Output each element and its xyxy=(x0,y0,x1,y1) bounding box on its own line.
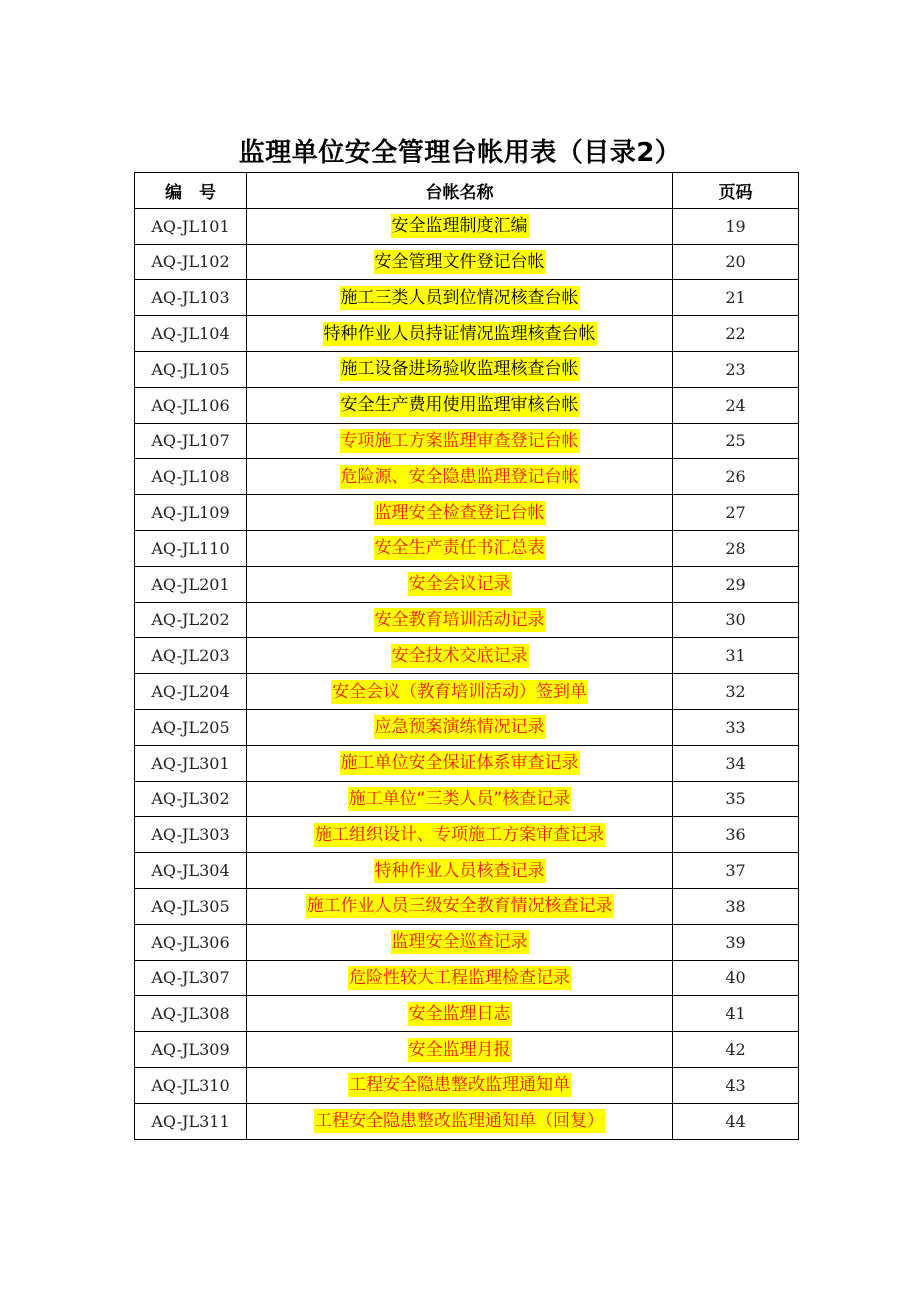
row-page: 31 xyxy=(673,638,799,674)
row-name: 施工组织设计、专项施工方案审查记录 xyxy=(315,824,604,845)
row-name-cell xyxy=(247,208,673,244)
table-row xyxy=(135,316,799,352)
row-name: 安全监理日志 xyxy=(408,1003,511,1024)
row-page: 40 xyxy=(673,960,799,996)
row-code: AQ-JL307 xyxy=(135,960,247,996)
row-name-cell xyxy=(247,495,673,531)
row-name-cell xyxy=(247,853,673,889)
table-row xyxy=(135,745,799,781)
table-row xyxy=(135,387,799,423)
row-code: AQ-JL105 xyxy=(135,351,247,387)
row-name: 监理安全巡查记录 xyxy=(391,932,528,953)
row-name-cell xyxy=(247,459,673,495)
row-page: 38 xyxy=(673,888,799,924)
table-row xyxy=(135,602,799,638)
table-row xyxy=(135,566,799,602)
table-row xyxy=(135,351,799,387)
row-name: 施工单位安全保证体系审查记录 xyxy=(340,753,579,774)
row-name-cell xyxy=(247,280,673,316)
table-row xyxy=(135,960,799,996)
row-name-cell xyxy=(247,1032,673,1068)
row-name: 安全生产费用使用监理审核台帐 xyxy=(340,395,579,416)
row-name: 施工作业人员三级安全教育情况核查记录 xyxy=(306,896,613,917)
row-name-cell xyxy=(247,888,673,924)
row-name: 监理安全检查登记台帐 xyxy=(374,502,545,523)
table-row xyxy=(135,888,799,924)
row-code: AQ-JL101 xyxy=(135,208,247,244)
row-name-cell xyxy=(247,602,673,638)
row-page: 34 xyxy=(673,745,799,781)
row-name: 特种作业人员核查记录 xyxy=(374,860,545,881)
row-name-cell xyxy=(247,1103,673,1139)
row-page: 41 xyxy=(673,996,799,1032)
table-row xyxy=(135,781,799,817)
row-code: AQ-JL202 xyxy=(135,602,247,638)
row-code: AQ-JL303 xyxy=(135,817,247,853)
row-name-cell xyxy=(247,924,673,960)
row-name: 应急预案演练情况记录 xyxy=(374,717,545,738)
row-name: 安全管理文件登记台帐 xyxy=(374,251,545,272)
row-page: 27 xyxy=(673,495,799,531)
row-code: AQ-JL108 xyxy=(135,459,247,495)
row-name-cell xyxy=(247,817,673,853)
row-code: AQ-JL205 xyxy=(135,709,247,745)
row-name: 安全技术交底记录 xyxy=(391,645,528,666)
row-page: 42 xyxy=(673,1032,799,1068)
row-page: 36 xyxy=(673,817,799,853)
row-code: AQ-JL204 xyxy=(135,674,247,710)
table-row xyxy=(135,495,799,531)
row-code: AQ-JL109 xyxy=(135,495,247,531)
row-name-cell xyxy=(247,1067,673,1103)
row-code: AQ-JL103 xyxy=(135,280,247,316)
row-name: 安全监理月报 xyxy=(408,1039,511,1060)
row-page: 39 xyxy=(673,924,799,960)
row-name: 危险源、安全隐患监理登记台帐 xyxy=(340,466,579,487)
row-page: 25 xyxy=(673,423,799,459)
row-code: AQ-JL309 xyxy=(135,1032,247,1068)
row-name-cell xyxy=(247,674,673,710)
row-page: 28 xyxy=(673,530,799,566)
table-row xyxy=(135,1032,799,1068)
row-page: 24 xyxy=(673,387,799,423)
row-name-cell xyxy=(247,316,673,352)
page-title: 监理单位安全管理台帐用表（目录2） xyxy=(238,138,682,168)
row-page: 32 xyxy=(673,674,799,710)
row-page: 20 xyxy=(673,244,799,280)
row-code: AQ-JL107 xyxy=(135,423,247,459)
row-code: AQ-JL304 xyxy=(135,853,247,889)
row-name: 工程安全隐患整改监理通知单 xyxy=(349,1075,570,1096)
row-code: AQ-JL305 xyxy=(135,888,247,924)
row-code: AQ-JL308 xyxy=(135,996,247,1032)
row-name-cell xyxy=(247,709,673,745)
table-row xyxy=(135,674,799,710)
table-row xyxy=(135,996,799,1032)
row-name: 工程安全隐患整改监理通知单（回复） xyxy=(315,1111,604,1132)
row-page: 30 xyxy=(673,602,799,638)
header-code: 编 号 xyxy=(135,173,247,209)
row-name-cell xyxy=(247,638,673,674)
row-name-cell xyxy=(247,745,673,781)
table-row xyxy=(135,423,799,459)
row-code: AQ-JL306 xyxy=(135,924,247,960)
row-code: AQ-JL102 xyxy=(135,244,247,280)
row-name: 安全教育培训活动记录 xyxy=(374,609,545,630)
row-page: 22 xyxy=(673,316,799,352)
row-code: AQ-JL301 xyxy=(135,745,247,781)
row-page: 21 xyxy=(673,280,799,316)
row-name: 专项施工方案监理审查登记台帐 xyxy=(340,430,579,451)
header-name: 台帐名称 xyxy=(247,173,673,209)
row-name-cell xyxy=(247,996,673,1032)
row-name: 安全监理制度汇编 xyxy=(391,216,528,237)
table-row xyxy=(135,208,799,244)
row-page: 23 xyxy=(673,351,799,387)
ledger-table xyxy=(134,172,799,1140)
row-code: AQ-JL110 xyxy=(135,530,247,566)
table-row xyxy=(135,1103,799,1139)
row-name: 安全会议记录 xyxy=(408,574,511,595)
table-row xyxy=(135,1067,799,1103)
row-page: 43 xyxy=(673,1067,799,1103)
row-code: AQ-JL310 xyxy=(135,1067,247,1103)
row-name-cell xyxy=(247,960,673,996)
row-page: 37 xyxy=(673,853,799,889)
table-row xyxy=(135,709,799,745)
row-page: 33 xyxy=(673,709,799,745)
row-name: 施工设备进场验收监理核查台帐 xyxy=(340,359,579,380)
row-page: 19 xyxy=(673,208,799,244)
table-row xyxy=(135,459,799,495)
table-row xyxy=(135,853,799,889)
row-page: 44 xyxy=(673,1103,799,1139)
row-name-cell xyxy=(247,566,673,602)
header-page: 页码 xyxy=(673,173,799,209)
row-name: 安全会议（教育培训活动）签到单 xyxy=(332,681,587,702)
row-name-cell xyxy=(247,781,673,817)
row-code: AQ-JL106 xyxy=(135,387,247,423)
row-code: AQ-JL203 xyxy=(135,638,247,674)
row-code: AQ-JL311 xyxy=(135,1103,247,1139)
row-name-cell xyxy=(247,244,673,280)
row-code: AQ-JL302 xyxy=(135,781,247,817)
table-row xyxy=(135,530,799,566)
table-row xyxy=(135,638,799,674)
row-code: AQ-JL201 xyxy=(135,566,247,602)
row-name: 施工单位“三类人员”核查记录 xyxy=(348,788,571,809)
row-name: 施工三类人员到位情况核查台帐 xyxy=(340,287,579,308)
row-name: 危险性较大工程监理检查记录 xyxy=(349,967,570,988)
table-header-row xyxy=(135,173,799,209)
row-name: 特种作业人员持证情况监理核查台帐 xyxy=(323,323,596,344)
row-page: 35 xyxy=(673,781,799,817)
table-body xyxy=(135,208,799,1139)
row-name-cell xyxy=(247,530,673,566)
row-name: 安全生产责任书汇总表 xyxy=(374,538,545,559)
row-page: 26 xyxy=(673,459,799,495)
table-row xyxy=(135,817,799,853)
row-page: 29 xyxy=(673,566,799,602)
table-row xyxy=(135,244,799,280)
row-name-cell xyxy=(247,351,673,387)
table-row xyxy=(135,280,799,316)
row-name-cell xyxy=(247,387,673,423)
row-name-cell xyxy=(247,423,673,459)
table-row xyxy=(135,924,799,960)
row-code: AQ-JL104 xyxy=(135,316,247,352)
